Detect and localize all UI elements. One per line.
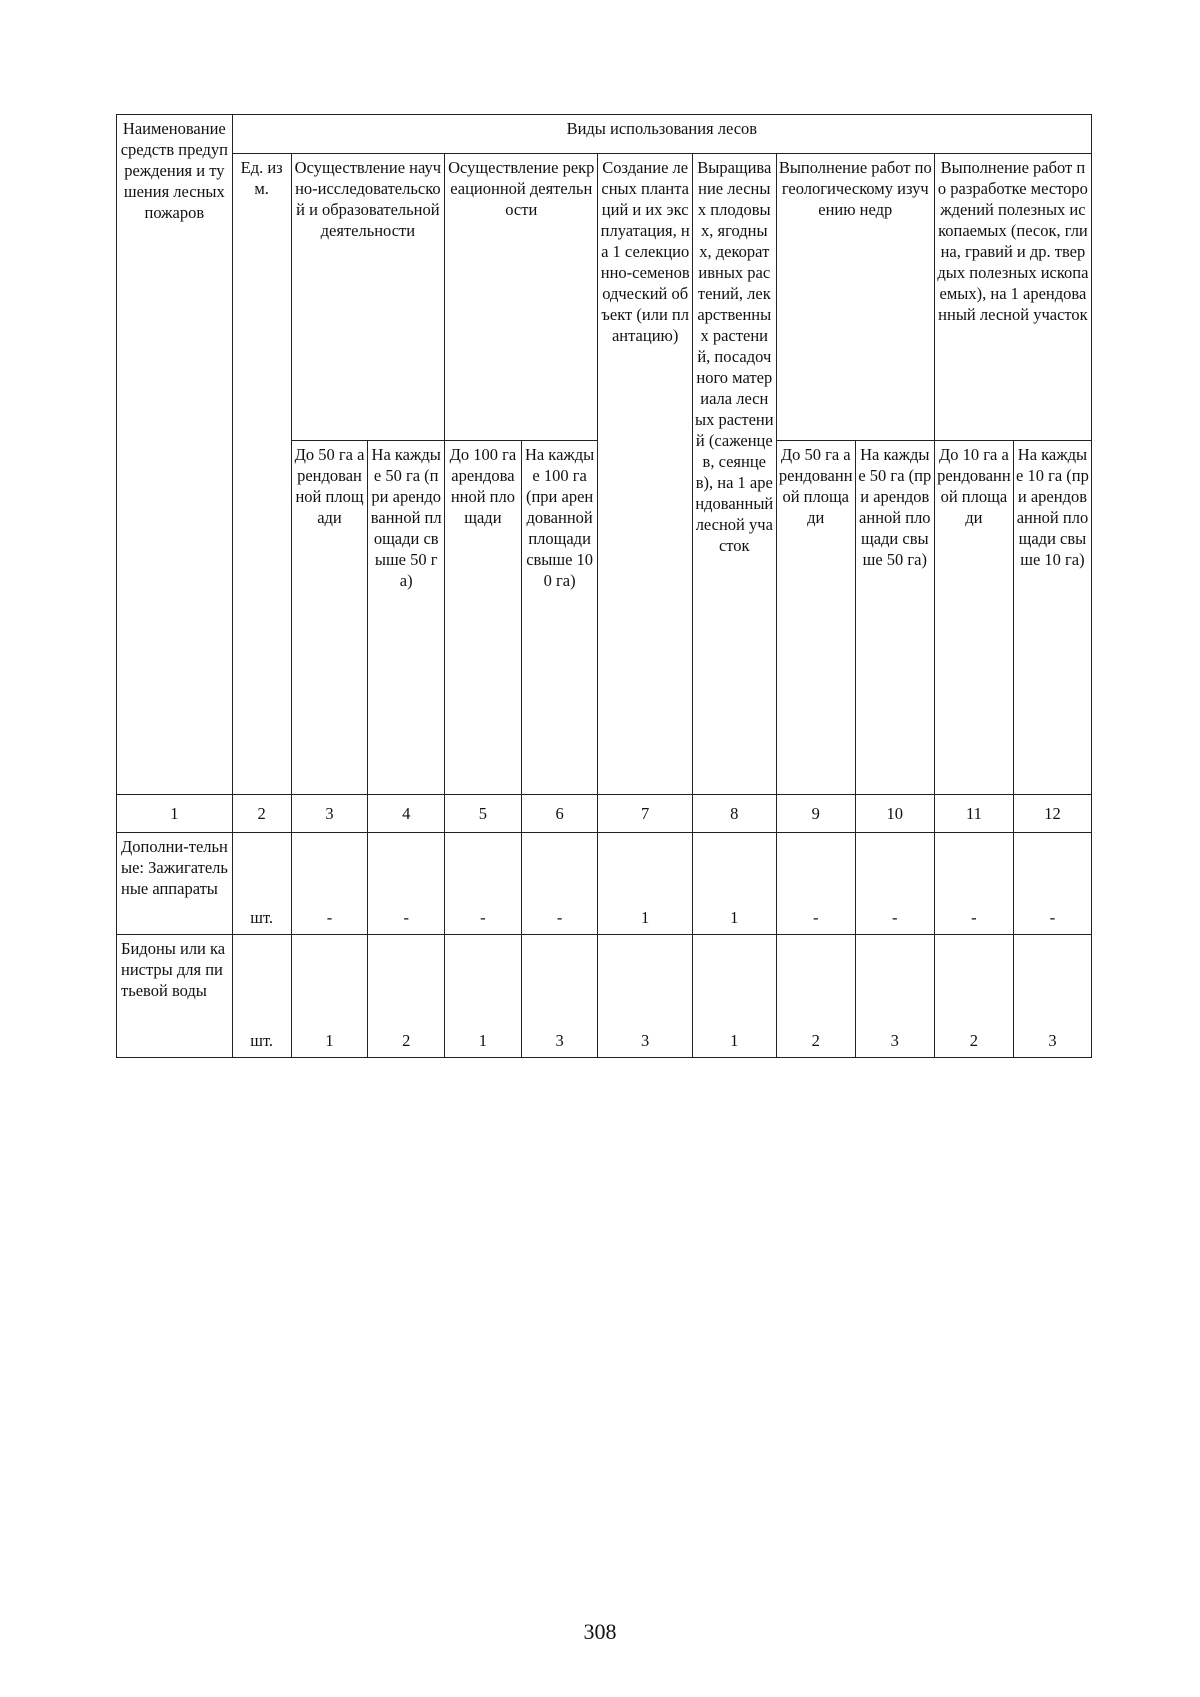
row-unit: шт. bbox=[232, 833, 291, 935]
header-growing: Выращивание лесных плодовых, ягодных, декоративных растений, лекарственных растений, посадочного материала лесных растений (саженцев, сеянцев), на 1 арендованный лесной участок bbox=[692, 154, 776, 795]
header-mining: Выполнение работ по разработке месторождений полезных ископаемых (песок, глина, гравий и др. твердых полезных ископаемых), на 1 арендованный лесной участок bbox=[934, 154, 1091, 441]
column-numbers-row bbox=[117, 795, 1092, 833]
row-value: 1 bbox=[692, 833, 776, 935]
row-value: - bbox=[291, 833, 368, 935]
row-value: 1 bbox=[291, 935, 368, 1058]
row-value: - bbox=[368, 833, 445, 935]
sub-per100: На каждые 100 га (при арендованной площади свыше 100 га) bbox=[521, 441, 598, 795]
col-number: 8 bbox=[692, 795, 776, 833]
sub-upto100: До 100 га арендованной площади bbox=[445, 441, 522, 795]
col-number: 12 bbox=[1013, 795, 1091, 833]
col-number: 3 bbox=[291, 795, 368, 833]
row-value: - bbox=[1013, 833, 1091, 935]
row-value: - bbox=[934, 833, 1013, 935]
header-name: Наименование средств предупреждения и тушения лесных пожаров bbox=[117, 115, 233, 795]
forest-fire-equipment-table bbox=[116, 114, 1092, 1058]
col-number: 9 bbox=[776, 795, 855, 833]
header-unit: Ед. изм. bbox=[232, 154, 291, 795]
row-value: - bbox=[855, 833, 934, 935]
row-unit: шт. bbox=[232, 935, 291, 1058]
sub-per50: На каждые 50 га (при арендованной площади свыше 50 га) bbox=[368, 441, 445, 795]
table-row bbox=[117, 935, 1092, 1058]
header-row-2 bbox=[117, 154, 1092, 441]
row-value: 3 bbox=[855, 935, 934, 1058]
row-value: 1 bbox=[445, 935, 522, 1058]
row-value: 1 bbox=[598, 833, 692, 935]
col-number: 2 bbox=[232, 795, 291, 833]
row-value: 3 bbox=[1013, 935, 1091, 1058]
header-row-1 bbox=[117, 115, 1092, 154]
col-number: 5 bbox=[445, 795, 522, 833]
header-types: Виды использования лесов bbox=[232, 115, 1091, 154]
row-name: Бидоны или канистры для питьевой воды bbox=[117, 935, 233, 1058]
header-geology: Выполнение работ по геологическому изучению недр bbox=[776, 154, 934, 441]
header-plantations: Создание лесных плантаций и их эксплуатация, на 1 селекционно-семеноводческий объект (или плантацию) bbox=[598, 154, 692, 795]
table-row bbox=[117, 833, 1092, 935]
sub-geo-upto50: До 50 га арендованной площади bbox=[776, 441, 855, 795]
row-value: 3 bbox=[598, 935, 692, 1058]
header-recreation: Осуществление рекреационной деятельности bbox=[445, 154, 598, 441]
row-name: Дополни-тельные: Зажигательные аппараты bbox=[117, 833, 233, 935]
row-value: 1 bbox=[692, 935, 776, 1058]
sub-upto10: До 10 га арендованной площади bbox=[934, 441, 1013, 795]
row-value: 3 bbox=[521, 935, 598, 1058]
row-value: 2 bbox=[776, 935, 855, 1058]
sub-upto50: До 50 га арендованной площади bbox=[291, 441, 368, 795]
row-value: - bbox=[521, 833, 598, 935]
col-number: 6 bbox=[521, 795, 598, 833]
sub-geo-per50: На каждые 50 га (при арендованной площади свыше 50 га) bbox=[855, 441, 934, 795]
col-number: 11 bbox=[934, 795, 1013, 833]
row-value: - bbox=[776, 833, 855, 935]
header-science: Осуществление научно-исследовательской и образовательной деятельности bbox=[291, 154, 444, 441]
col-number: 7 bbox=[598, 795, 692, 833]
sub-per10: На каждые 10 га (при арендованной площади свыше 10 га) bbox=[1013, 441, 1091, 795]
row-value: 2 bbox=[934, 935, 1013, 1058]
col-number: 4 bbox=[368, 795, 445, 833]
col-number: 10 bbox=[855, 795, 934, 833]
col-number: 1 bbox=[117, 795, 233, 833]
row-value: 2 bbox=[368, 935, 445, 1058]
page-number: 308 bbox=[583, 1619, 617, 1644]
row-value: - bbox=[445, 833, 522, 935]
